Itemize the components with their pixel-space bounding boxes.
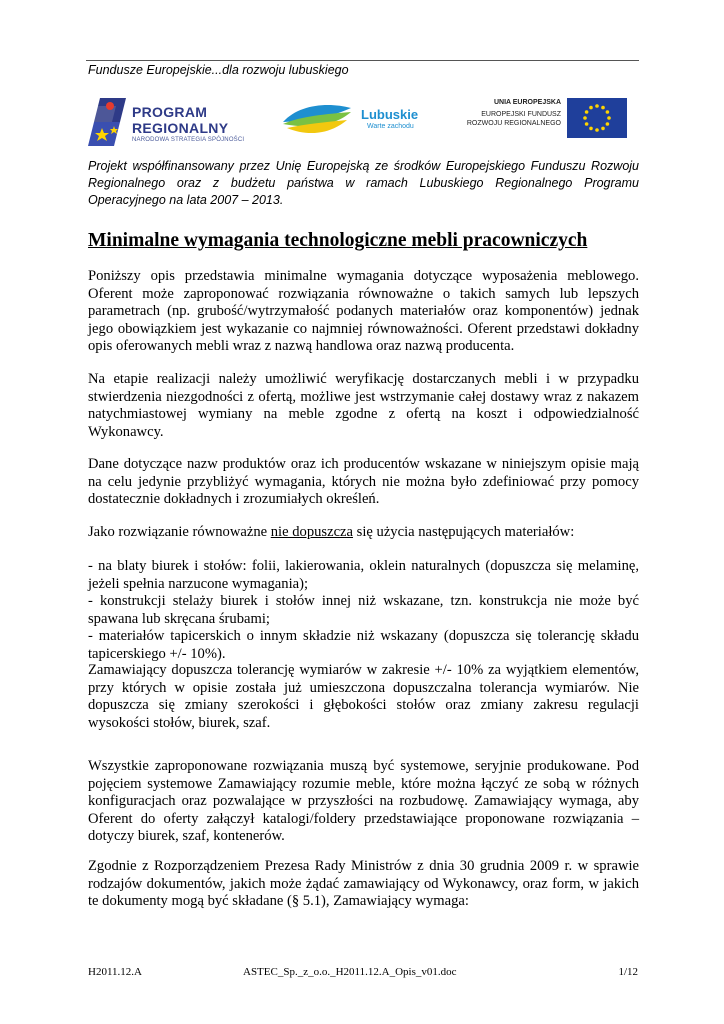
list-item: - konstrukcji stelaży biurek i stołów innej niż wskazane, tzn. konstrukcja nie może być spawana lub skręcana śrubami; [88, 593, 639, 627]
program-subtitle: NARODOWA STRATEGIA SPÓJNOŚCI [132, 137, 245, 143]
paragraph-systemic: Wszystkie zaproponowane rozwiązania muszą być systemowe, seryjnie produkowane. Pod pojęciem systemowe Zamawiający rozumie meble, które można łączyć ze sobą w różnych konfiguracjach oraz pozwalające w przyszłości na rozbudowę. Zamawiający wymaga, aby Oferent do oferty załączył katalogi/foldery przedstawiające proponowane rozwiązania – dotyczy biurek, szaf, kontenerów. [88, 758, 639, 845]
paragraph-verification: Na etapie realizacji należy umożliwić weryfikację dostarczanych mebli i w przypadku stwierdzenia niezgodności z ofertą, możliwe jest wstrzymanie całej dostawy wraz z nakazem natychmiastowej wymiany na meble zgodne z ofertą na koszt i odpowiedzialność Wykonawcy. [88, 371, 639, 440]
paragraph-excluded-materials [88, 524, 639, 542]
lubuskie-emblem-icon [281, 100, 353, 140]
eu-line3: ROZWOJU REGIONALNEGO [466, 120, 561, 127]
document-title: Minimalne wymagania technologiczne mebli pracowniczych [88, 230, 588, 251]
cofinancing-note: Projekt współfinansowany przez Unię Europejską ze środków Europejskiego Funduszu Rozwoju Regionalnego oraz z budżetu państwa w ramach Lubuskiego Regionalnego Programu Operacyjnego na lata 2007 – 2013. [88, 159, 639, 207]
logo-strip [86, 88, 639, 150]
header-text: Fundusze Europejskie...dla rozwoju lubuskiego [88, 63, 349, 77]
lubuskie-logo [281, 96, 431, 144]
eu-line1: UNIA EUROPEJSKA [493, 99, 561, 106]
eu-line2: EUROPEJSKI FUNDUSZ [481, 111, 561, 118]
program-title-line2: REGIONALNY [132, 120, 229, 136]
list-item: - na blaty biurek i stołów: folii, lakierowania, oklein naturalnych (dopuszcza się melaminę, jeżeli spełnia narzucone wymagania); [88, 558, 639, 592]
paragraph-intro: Poniższy opis przedstawia minimalne wymagania dotyczące wyposażenia meblowego. Oferent może zaproponować rozwiązania równoważne o takich samych lub lepszych parametrach (np. grubość/wytrzymałość podanych materiałów oraz komponentów) jednak jego obowiązkiem jest wykazanie co najmniej równoważności. Oferent przedstawi dokładny opis oferowanych mebli wraz z nazwą handlowa oraz nazwą producenta. [88, 268, 639, 355]
excluded-materials-list [88, 558, 639, 664]
excluded-tail-text: się użycia następujących materiałów: [353, 524, 575, 540]
footer-page-number: 1/12 [618, 966, 638, 978]
eu-logo [441, 94, 639, 144]
header-rule [86, 60, 639, 61]
excluded-intro-text: Jako rozwiązanie równoważne [88, 524, 271, 540]
paragraph-regulation: Zgodnie z Rozporządzeniem Prezesa Rady Ministrów z dnia 30 grudnia 2009 r. w sprawie rodzajów dokumentów, jakich może żądać zamawiający od Wykonawcy, oraz form, w jakich te dokumenty mogą być składane (§ 5.1), Zamawiający wymaga: [88, 858, 639, 910]
excluded-underlined-text: nie dopuszcza [270, 524, 354, 540]
program-title-line1: PROGRAM [132, 104, 208, 120]
paragraph-product-names: Dane dotyczące nazw produktów oraz ich producentów wskazane w niniejszym opisie mają na celu jedynie przybliżyć wymagania, których nie można było zdefiniować przy pomocy dostatecznie dokładnych i zrozumiałych określeń. [88, 456, 639, 508]
footer-code: H2011.12.A [88, 966, 142, 978]
program-regionalny-logo [86, 88, 271, 150]
lubuskie-name: Lubuskie [361, 107, 419, 122]
lubuskie-tagline: Warte zachodu [367, 123, 414, 130]
footer-filename: ASTEC_Sp._z_o.o._H2011.12.A_Opis_v01.doc [243, 966, 457, 978]
list-item: - materiałów tapicerskich o innym składzie niż wskazany (dopuszcza się tolerancję składu tapicerskiego +/- 10%). [88, 628, 639, 662]
eu-flag-icon [567, 98, 627, 138]
paragraph-tolerance: Zamawiający dopuszcza tolerancję wymiarów w zakresie +/- 10% za wyjątkiem elementów, przy których w opisie została już umieszczona dopuszczalna tolerancja wymiarów. Nie dopuszcza się zmiany szerokości i głębokości stołów oraz zmiany zakresu regulacji wysokości stołów, biurek, szaf. [88, 662, 639, 731]
